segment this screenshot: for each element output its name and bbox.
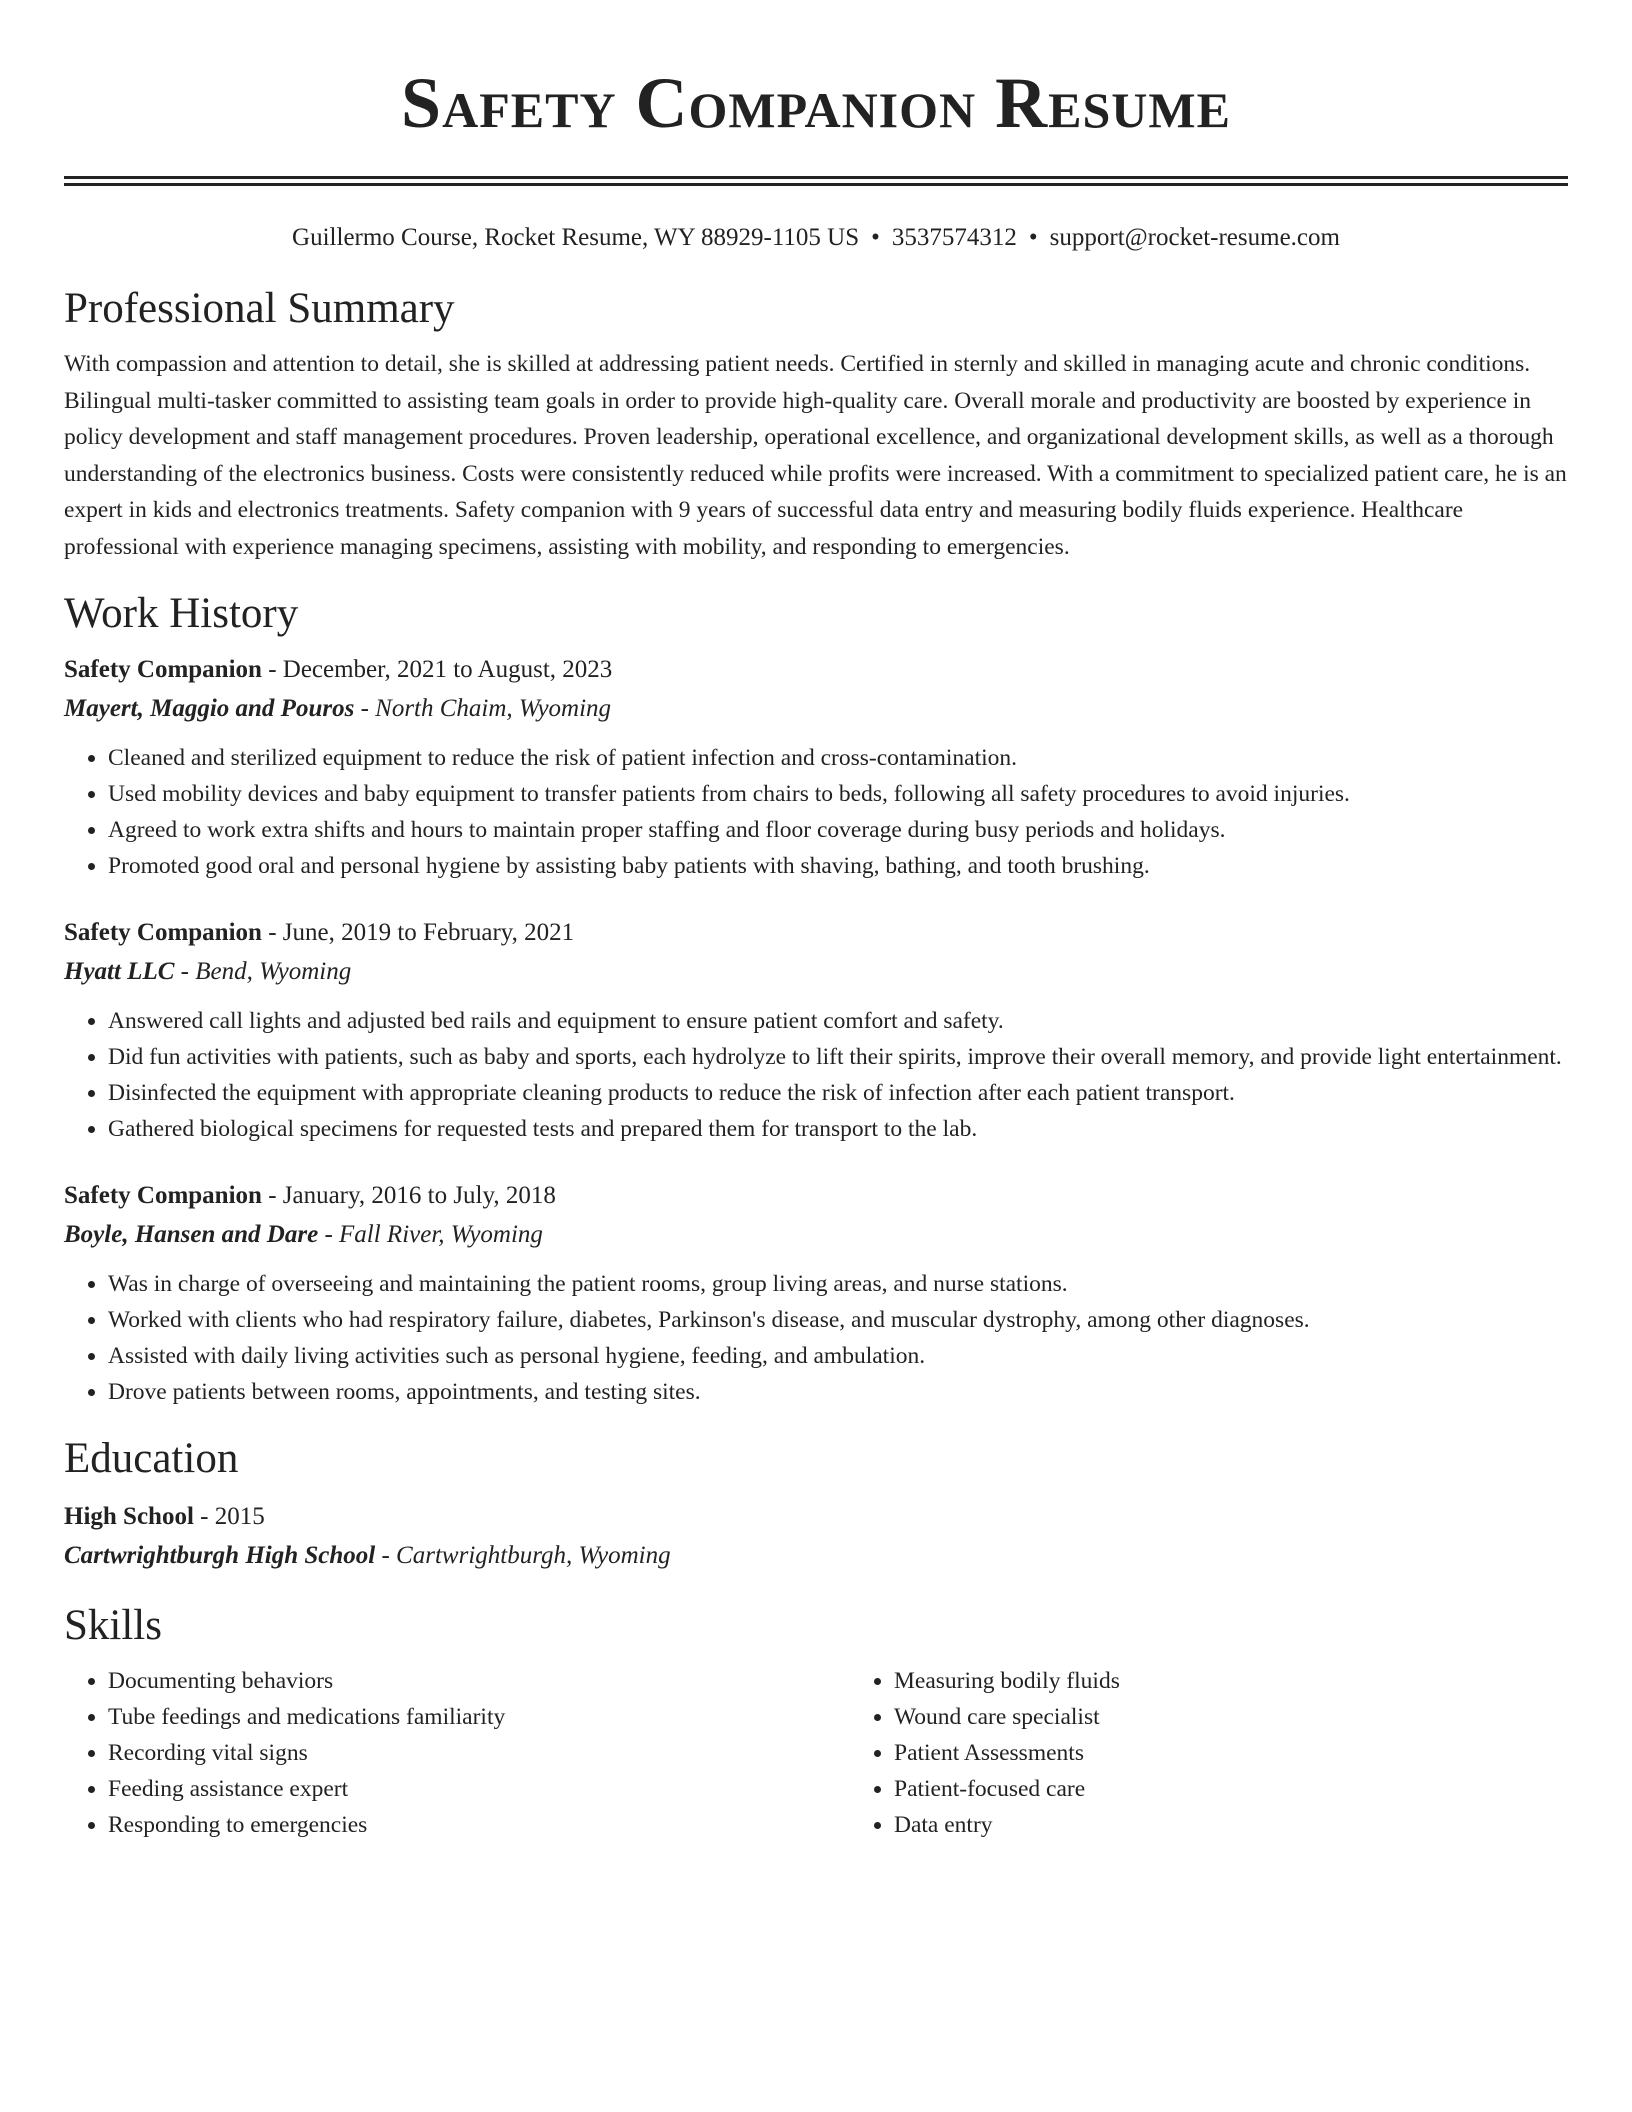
list-item: • Promoted good oral and personal hygiene by assisting baby patients with shaving, bathing, and tooth brushing. xyxy=(108,848,1568,884)
skill-item: • Feeding assistance expert xyxy=(108,1771,850,1807)
work-history-heading: Work History xyxy=(64,590,299,637)
skill-item: • Documenting behaviors xyxy=(108,1663,850,1699)
contact-separator: • xyxy=(1028,224,1038,251)
contact-address: Guillermo Course, Rocket Resume, WY 88929-1105 US xyxy=(292,224,860,251)
job-duties-list xyxy=(64,740,1568,884)
employer-location: - North Chaim, Wyoming xyxy=(354,695,612,722)
skill-item: • Wound care specialist xyxy=(894,1699,1120,1735)
employer-location: - Bend, Wyoming xyxy=(174,958,352,985)
school-location: - Cartwrightburgh, Wyoming xyxy=(375,1542,671,1569)
job-entry xyxy=(64,651,1568,884)
list-item: • Disinfected the equipment with appropriate cleaning products to reduce the risk of infection after each patient transport. xyxy=(108,1075,1568,1111)
education-section xyxy=(64,1432,1568,1575)
employer-line xyxy=(64,689,1568,728)
summary-heading: Professional Summary xyxy=(64,285,455,332)
job-title: Safety Companion xyxy=(64,919,262,946)
job-title-line xyxy=(64,1177,1568,1215)
employer-name: Boyle, Hansen and Dare xyxy=(64,1221,319,1248)
employer-line xyxy=(64,952,1568,991)
summary-section xyxy=(64,282,1568,565)
skills-section xyxy=(64,1599,1568,1843)
job-title-line xyxy=(64,651,1568,689)
skill-item: • Measuring bodily fluids xyxy=(894,1663,1120,1699)
list-item: • Agreed to work extra shifts and hours to maintain proper staffing and floor coverage during busy periods and holidays. xyxy=(108,812,1568,848)
contact-phone: 3537574312 xyxy=(891,224,1017,251)
employer-name: Hyatt LLC xyxy=(64,958,175,985)
job-entry xyxy=(64,914,1568,1147)
job-entry xyxy=(64,1177,1568,1410)
education-heading: Education xyxy=(64,1435,239,1482)
list-item: • Gathered biological specimens for requested tests and prepared them for transport to the lab. xyxy=(108,1111,1568,1147)
list-item: • Answered call lights and adjusted bed rails and equipment to ensure patient comfort and safety. xyxy=(108,1003,1568,1039)
skills-heading: Skills xyxy=(64,1602,162,1649)
employer-line xyxy=(64,1215,1568,1254)
school-name: Cartwrightburgh High School xyxy=(64,1542,376,1569)
contact-email[interactable]: support@rocket-resume.com xyxy=(1049,224,1340,251)
education-entry xyxy=(64,1498,1568,1575)
job-duties-list xyxy=(64,1003,1568,1147)
work-history-section xyxy=(64,587,1568,1410)
list-item: • Worked with clients who had respiratory failure, diabetes, Parkinson's disease, and muscular dystrophy, among other diagnoses. xyxy=(108,1302,1568,1338)
summary-text: With compassion and attention to detail, she is skilled at addressing patient needs. Certified in sternly and skilled in managing acute and chronic conditions. Bilingual multi-tasker committed to assisting team goals in order to provide high-quality care. Overall morale and productivity are boosted by experience in policy development and staff management procedures. Proven leadership, operational excellence, and organizational development skills, as well as a thorough understanding of the electronics business. Costs were consistently reduced while profits were increased. With a commitment to specialized patient care, he is an expert in kids and electronics treatments. Safety companion with 9 years of successful data entry and measuring bodily fluids experience. Healthcare professional with experience managing specimens, assisting with mobility, and responding to emergencies. xyxy=(64,351,1567,560)
job-title-line xyxy=(64,914,1568,952)
skills-list-left xyxy=(64,1663,850,1843)
job-dates: - January, 2016 to July, 2018 xyxy=(261,1182,556,1209)
job-dates: - June, 2019 to February, 2021 xyxy=(261,919,575,946)
employer-name: Mayert, Maggio and Pouros xyxy=(64,695,355,722)
skills-list-right xyxy=(850,1663,1120,1843)
job-title: Safety Companion xyxy=(64,656,262,683)
list-item: • Was in charge of overseeing and maintaining the patient rooms, group living areas, and nurse stations. xyxy=(108,1266,1568,1302)
contact-separator: • xyxy=(871,224,880,251)
skill-item: • Patient Assessments xyxy=(894,1735,1120,1771)
skill-item: • Responding to emergencies xyxy=(108,1807,850,1843)
skill-item: • Recording vital signs xyxy=(108,1735,850,1771)
skill-item: • Tube feedings and medications familiarity xyxy=(108,1699,850,1735)
skill-item: • Data entry xyxy=(894,1807,1120,1843)
job-duties-list xyxy=(64,1266,1568,1410)
skills-columns xyxy=(64,1653,1568,1843)
title-divider xyxy=(64,176,1568,186)
list-item: • Did fun activities with patients, such as baby and sports, each hydrolyze to lift their spirits, improve their overall memory, and provide light entertainment. xyxy=(108,1039,1568,1075)
degree: High School xyxy=(64,1503,194,1530)
degree-line xyxy=(64,1498,1568,1536)
contact-line xyxy=(64,222,1568,254)
school-line xyxy=(64,1536,1568,1575)
skill-item: • Patient-focused care xyxy=(894,1771,1120,1807)
list-item: • Used mobility devices and baby equipment to transfer patients from chairs to beds, following all safety procedures to avoid injuries. xyxy=(108,776,1568,812)
graduation-year: - 2015 xyxy=(193,1503,265,1530)
list-item: • Cleaned and sterilized equipment to reduce the risk of patient infection and cross-contamination. xyxy=(108,740,1568,776)
job-dates: - December, 2021 to August, 2023 xyxy=(261,656,613,683)
list-item: • Assisted with daily living activities such as personal hygiene, feeding, and ambulation. xyxy=(108,1338,1568,1374)
employer-location: - Fall River, Wyoming xyxy=(318,1221,543,1248)
list-item: • Drove patients between rooms, appointments, and testing sites. xyxy=(108,1374,1568,1410)
resume-title: Safety Companion Resume xyxy=(401,63,1231,143)
job-title: Safety Companion xyxy=(64,1182,262,1209)
